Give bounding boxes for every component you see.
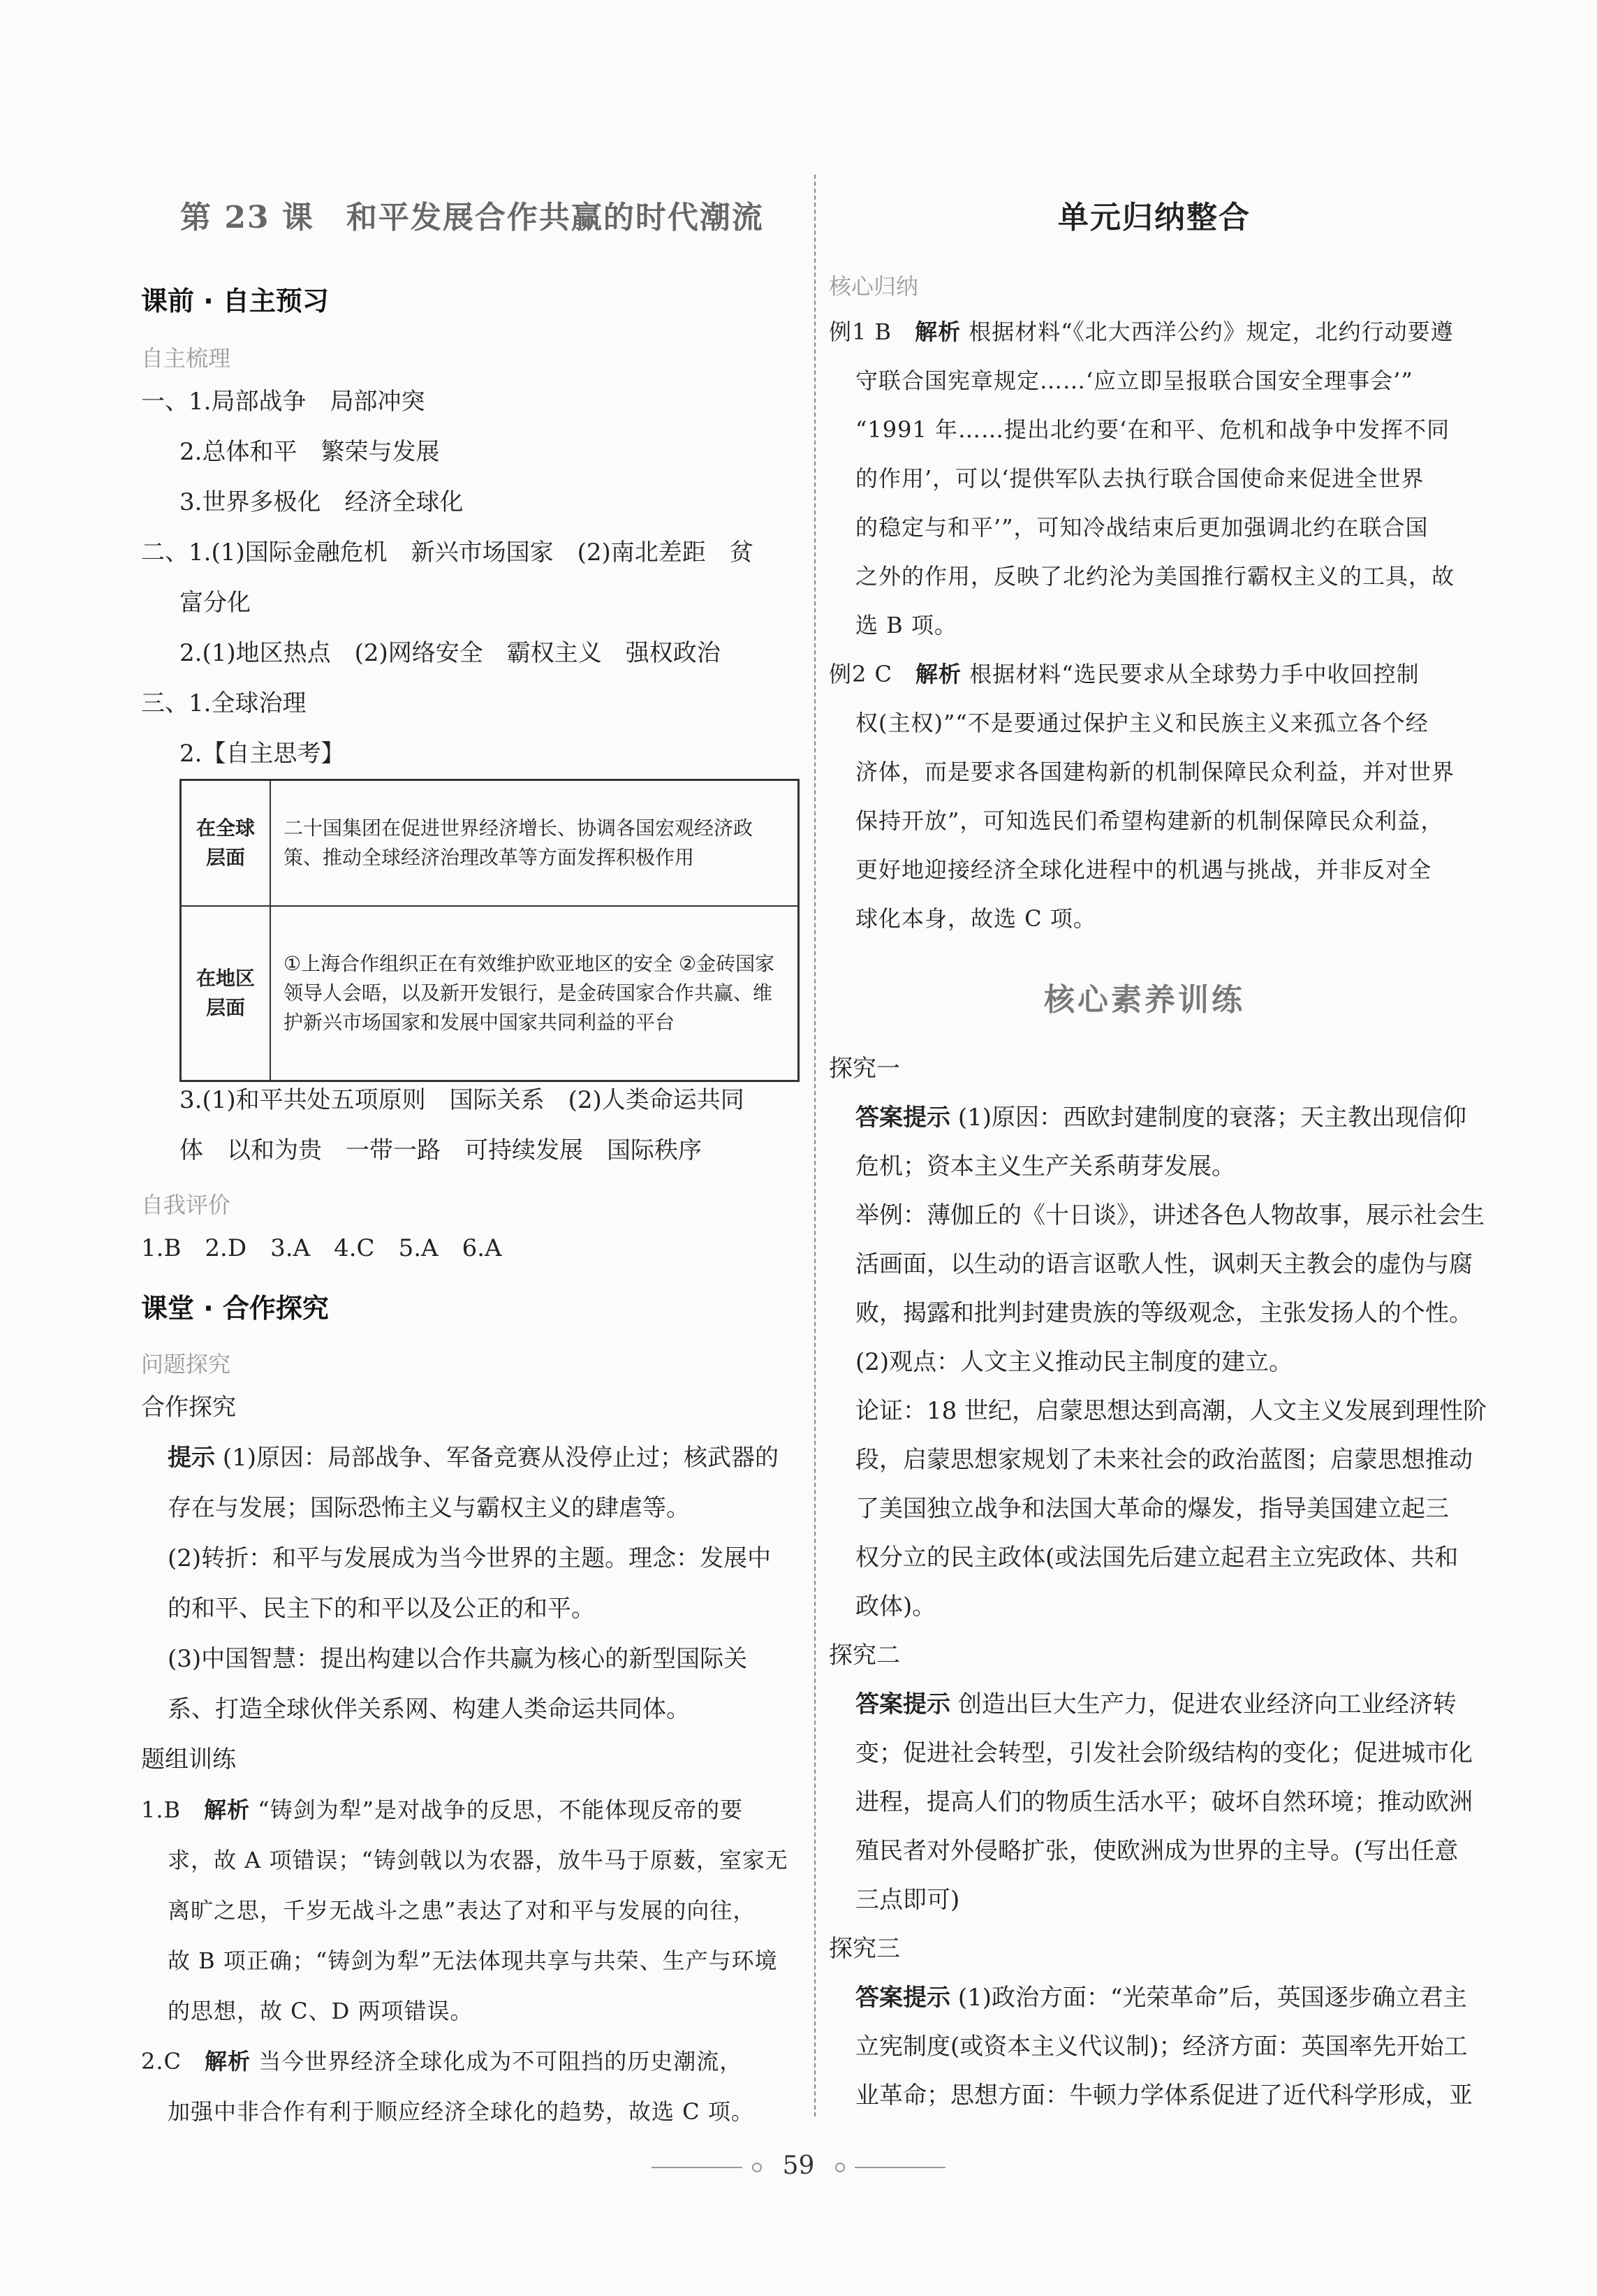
outline-line: 3.世界多极化 经济全球化 <box>179 488 464 516</box>
inquiry-1-line: 政体)。 <box>855 1593 936 1621</box>
question-1-line: 1.B 解析 “铸剑为犁”是对战争的反思，不能体现反帝的要 <box>141 1797 743 1823</box>
subheading-self-evaluation: 自我评价 <box>141 1192 231 1218</box>
inquiry-1-line: 权分立的民主政体(或法国先后建立起君主立宪政体、共和 <box>855 1544 1459 1572</box>
analysis-keyword: 解析 <box>915 319 962 345</box>
outline-line: 一、1.局部战争 局部冲突 <box>141 388 425 416</box>
example-2-line: 球化本身，故选 C 项。 <box>855 905 1096 932</box>
label-drill: 题组训练 <box>141 1746 236 1774</box>
column-divider <box>814 175 816 2116</box>
tip-line: 系、打造全球伙伴关系网、构建人类命运共同体。 <box>168 1695 690 1723</box>
footer-dot <box>752 2163 762 2172</box>
label-inquiry-3: 探究三 <box>829 1935 900 1963</box>
unit-summary-title: 单元归纳整合 <box>1058 200 1251 235</box>
section-heading-classroom: 课堂 · 合作探究 <box>141 1293 329 1324</box>
tip-line: 的和平、民主下的和平以及公正的和平。 <box>168 1595 595 1623</box>
outline-line: 三、1.全球治理 <box>141 689 307 717</box>
inquiry-2-line: 殖民者对外侵略扩张，使欧洲成为世界的主导。(写出任意 <box>855 1837 1459 1865</box>
question-2-line: 2.C 解析 当今世界经济全球化成为不可阻挡的历史潮流， <box>141 2048 743 2075</box>
answer-key: 1.B 2.D 3.A 4.C 5.A 6.A <box>141 1234 502 1262</box>
example-1-line: 之外的作用，反映了北约沦为美国推行霸权主义的工具，故 <box>855 563 1455 590</box>
example-1-line: 选 B 项。 <box>855 612 957 638</box>
subheading-core-summary: 核心归纳 <box>829 273 919 300</box>
lesson-title: 第 23 课 和平发展合作共赢的时代潮流 <box>180 200 764 235</box>
outline-line: 体 以和为贵 一带一路 可持续发展 国际秩序 <box>179 1136 702 1164</box>
tip-keyword: 提示 <box>168 1444 215 1472</box>
subheading-problem-inquiry: 问题探究 <box>141 1351 231 1377</box>
inquiry-1-line: 段，启蒙思想家规划了未来社会的政治蓝图；启蒙思想推动 <box>855 1446 1473 1474</box>
inquiry-1-line: (2)观点：人文主义推动民主制度的建立。 <box>855 1348 1293 1376</box>
example-1-line: 例1 B 解析 根据材料“《北大西洋公约》规定，北约行动要遵 <box>829 319 1454 345</box>
outline-line: 二、1.(1)国际金融危机 新兴市场国家 (2)南北差距 贫 <box>141 539 753 566</box>
inquiry-1-line: 危机；资本主义生产关系萌芽发展。 <box>855 1153 1235 1180</box>
tip-line: 提示 (1)原因：局部战争、军备竞赛从没停止过；核武器的 <box>168 1444 779 1472</box>
question-2-line: 加强中非合作有利于顺应经济全球化的趋势，故选 C 项。 <box>168 2098 754 2125</box>
example-1-line: 守联合国宪章规定……‘应立即呈报联合国安全理事会’” <box>855 367 1413 394</box>
tip-line: (2)转折：和平与发展成为当今世界的主题。理念：发展中 <box>168 1544 772 1572</box>
example-1-line: 的作用’，可以‘提供军队去执行联合国使命来促进全世界 <box>855 465 1425 492</box>
question-1-line: 的思想，故 C、D 两项错误。 <box>168 1998 473 2024</box>
example-1-line: “1991 年……提出北约要‘在和平、危机和战争中发挥不同 <box>855 416 1450 443</box>
self-thinking-table <box>179 779 800 1082</box>
inquiry-2-line: 进程，提高人们的物质生活水平；破坏自然环境；推动欧洲 <box>855 1788 1473 1816</box>
footer-dot <box>835 2163 845 2172</box>
example-1-line: 的稳定与和平’”，可知冷战结束后更加强调北约在联合国 <box>855 514 1429 541</box>
inquiry-2-line: 变；促进社会转型，引发社会阶级结构的变化；促进城市化 <box>855 1739 1473 1767</box>
section-heading-preview: 课前 · 自主预习 <box>141 286 329 316</box>
page-footer <box>0 2151 1597 2180</box>
inquiry-1-line: 论证：18 世纪，启蒙思想达到高潮，人文主义发展到理性阶 <box>855 1397 1487 1425</box>
page-number: 59 <box>782 2151 815 2180</box>
analysis-keyword: 解析 <box>915 661 962 687</box>
inquiry-1-line: 了美国独立战争和法国大革命的爆发，指导美国建立起三 <box>855 1495 1449 1523</box>
example-2-line: 济体，而是要求各国建构新的机制保障民众利益，并对世界 <box>855 759 1455 785</box>
answer-hint-keyword: 答案提示 <box>855 1690 950 1718</box>
table-row-head: 在全球层面 <box>181 780 271 907</box>
footer-rule <box>652 2167 742 2168</box>
inquiry-1-line: 败，揭露和批判封建贵族的等级观念，主张发扬人的个性。 <box>855 1299 1473 1327</box>
analysis-keyword: 解析 <box>204 1797 251 1823</box>
label-inquiry-2: 探究二 <box>829 1641 900 1669</box>
example-2-line: 保持开放”，可知选民们希望构建新的机制保障民众利益， <box>855 807 1444 834</box>
inquiry-3-line: 业革命；思想方面：牛顿力学体系促进了近代科学形成，亚 <box>855 2082 1473 2109</box>
label-inquiry-1: 探究一 <box>829 1055 900 1083</box>
example-2-line: 例2 C 解析 根据材料“选民要求从全球势力手中收回控制 <box>829 661 1420 687</box>
answer-hint-keyword: 答案提示 <box>855 1984 950 2012</box>
example-2-line: 权(主权)”“不是要通过保护主义和民族主义来孤立各个经 <box>855 710 1429 736</box>
table-row-head: 在地区层面 <box>181 906 271 1081</box>
outline-line: 富分化 <box>179 589 251 617</box>
question-1-line: 离旷之思，千岁无战斗之患”表达了对和平与发展的向往， <box>168 1897 756 1924</box>
outline-line: 2.(1)地区热点 (2)网络安全 霸权主义 强权政治 <box>179 639 721 667</box>
inquiry-1-line: 举例：薄伽丘的《十日谈》，讲述各色人物故事，展示社会生 <box>855 1201 1485 1229</box>
question-1-line: 求，故 A 项错误；“铸剑戟以为农器，放牛马于原薮，室家无 <box>168 1847 788 1873</box>
answer-hint-keyword: 答案提示 <box>855 1104 950 1132</box>
inquiry-3-line: 立宪制度(或资本主义代议制)；经济方面：英国率先开始工 <box>855 2033 1468 2061</box>
label-cooperative-inquiry: 合作探究 <box>141 1394 236 1421</box>
inquiry-1-line: 活画面，以生动的语言讴歌人性，讽刺天主教会的虚伪与腐 <box>855 1250 1473 1278</box>
core-literacy-title: 核心素养训练 <box>1044 982 1245 1018</box>
inquiry-2-line: 三点即可) <box>855 1886 960 1914</box>
example-2-line: 更好地迎接经济全球化进程中的机遇与挑战，并非反对全 <box>855 856 1432 883</box>
tip-line: 存在与发展；国际恐怖主义与霸权主义的肆虐等。 <box>168 1494 690 1522</box>
inquiry-1-line: 答案提示 (1)原因：西欧封建制度的衰落；天主教出现信仰 <box>855 1104 1466 1132</box>
tip-line: (3)中国智慧：提出构建以合作共赢为核心的新型国际关 <box>168 1645 748 1673</box>
question-1-line: 故 B 项正确；“铸剑为犁”无法体现共享与共荣、生产与环境 <box>168 1947 778 1974</box>
footer-rule <box>855 2167 945 2168</box>
outline-line: 2.总体和平 繁荣与发展 <box>179 438 440 466</box>
analysis-keyword: 解析 <box>205 2048 251 2075</box>
inquiry-3-line: 答案提示 (1)政治方面：“光荣革命”后，英国逐步确立君主 <box>855 1984 1467 2012</box>
table-cell: ①上海合作组织正在有效维护欧亚地区的安全 ②金砖国家领导人会晤，以及新开发银行，是金砖国家合作共赢、维护新兴市场国家和发展中国家共同利益的平台 <box>270 906 799 1081</box>
outline-line: 2.【自主思考】 <box>179 740 345 768</box>
outline-line: 3.(1)和平共处五项原则 国际关系 (2)人类命运共同 <box>179 1086 744 1114</box>
inquiry-2-line: 答案提示 创造出巨大生产力，促进农业经济向工业经济转 <box>855 1690 1457 1718</box>
subheading-self-outline: 自主梳理 <box>141 345 231 372</box>
table-cell: 二十国集团在促进世界经济增长、协调各国宏观经济政策、推动全球经济治理改革等方面发挥积极作用 <box>270 780 799 907</box>
